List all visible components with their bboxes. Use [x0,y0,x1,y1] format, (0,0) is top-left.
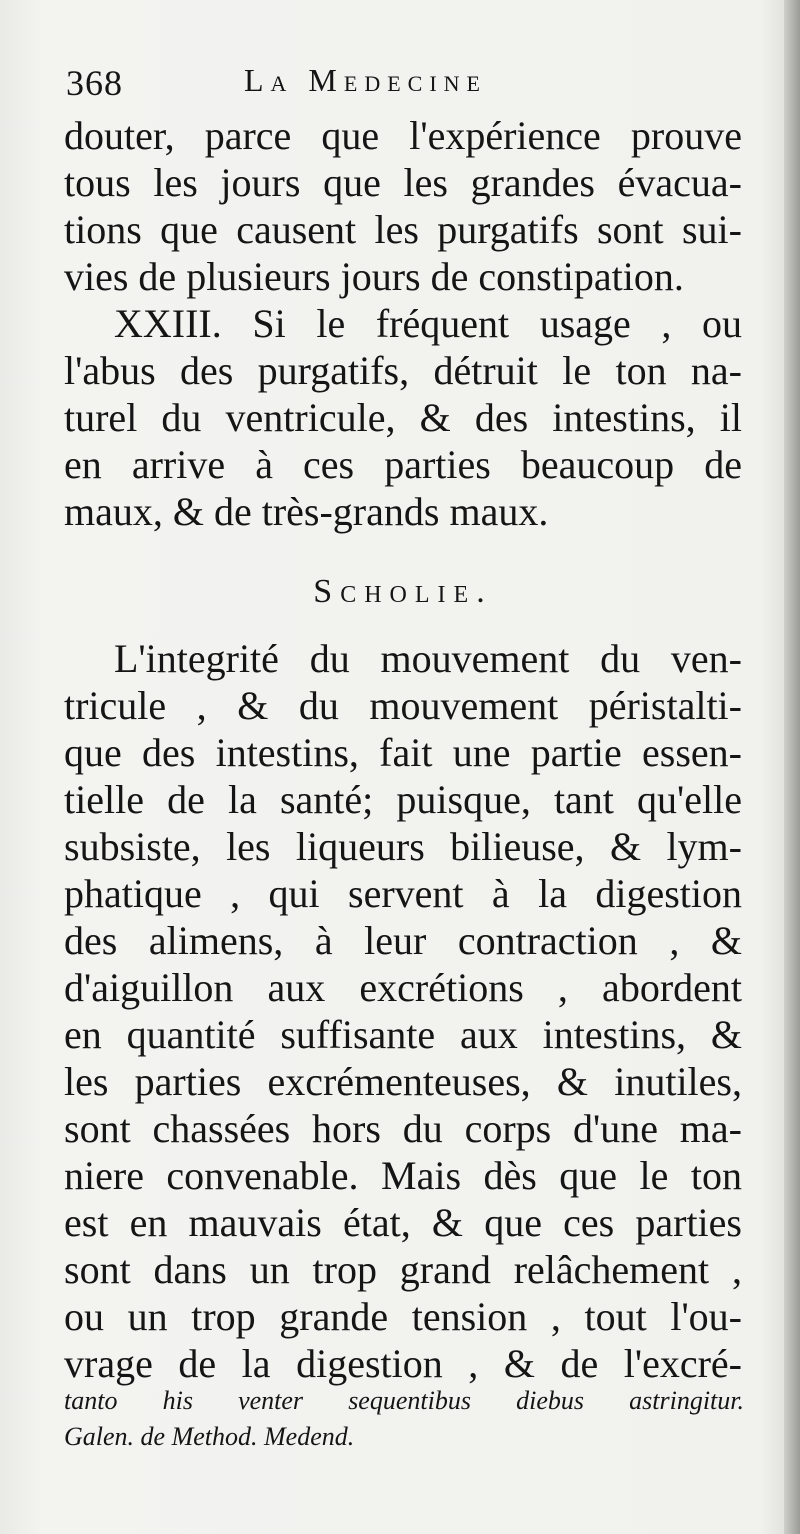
main-text [64,112,742,1387]
text-line: les parties excrémenteuses, & inutiles, [64,1059,742,1104]
text-line: subsiste, les liqueurs bilieuse, & lym- [64,824,742,869]
running-title: La Medecine [244,62,487,98]
text-line: est en mauvais état, & que ces parties [64,1200,742,1245]
text-line: douter, parce que l'expérience prouve [64,113,742,158]
footnote-line: tanto his venter sequentibus diebus astringitur. [64,1386,744,1415]
section-title: Scholie. [313,573,493,610]
text-line: tous les jours que les grandes évacua- [64,160,742,205]
paragraph-first-line: L'integrité du mouvement du ven- [114,636,742,681]
footnote-citation: Galen. de Method. Medend. [64,1422,355,1451]
page-number: 368 [66,63,123,103]
text-line: phatique , qui servent à la digestion [64,871,742,916]
text-line: sont dans un trop grand relâchement , [64,1247,742,1292]
text-line: en arrive à ces parties beaucoup de [64,442,742,487]
text-line: vies de plusieurs jours de constipation. [64,254,684,299]
text-line: sont chassées hors du corps d'une ma- [64,1106,742,1151]
text-line: ou un trop grande tension , tout l'ou- [64,1294,742,1339]
page-edge-shadow [784,0,800,1534]
page-header [66,62,746,112]
text-line: niere convenable. Mais dès que le ton [64,1153,742,1198]
text-line: que des intestins, fait une partie essen- [64,730,742,775]
text-line: l'abus des purgatifs, détruit le ton na- [64,348,742,393]
footnote [64,1383,744,1455]
aphorism-xxiii-line: XXIII. Si le fréquent usage , ou [114,301,742,346]
text-line: en quantité suffisante aux intestins, & [64,1012,742,1057]
text-line: tielle de la santé; puisque, tant qu'elle [64,777,742,822]
text-line: vrage de la digestion , & de l'excré- [64,1341,742,1386]
text-line: des alimens, à leur contraction , & [64,918,742,963]
text-line: d'aiguillon aux excrétions , abordent [64,965,742,1010]
text-line: tricule , & du mouvement péristalti- [64,683,742,728]
text-line: maux, & de très-grands maux. [64,489,549,534]
text-line: turel du ventricule, & des intestins, il [64,395,742,440]
text-line: tions que causent les purgatifs sont sui- [64,207,742,252]
